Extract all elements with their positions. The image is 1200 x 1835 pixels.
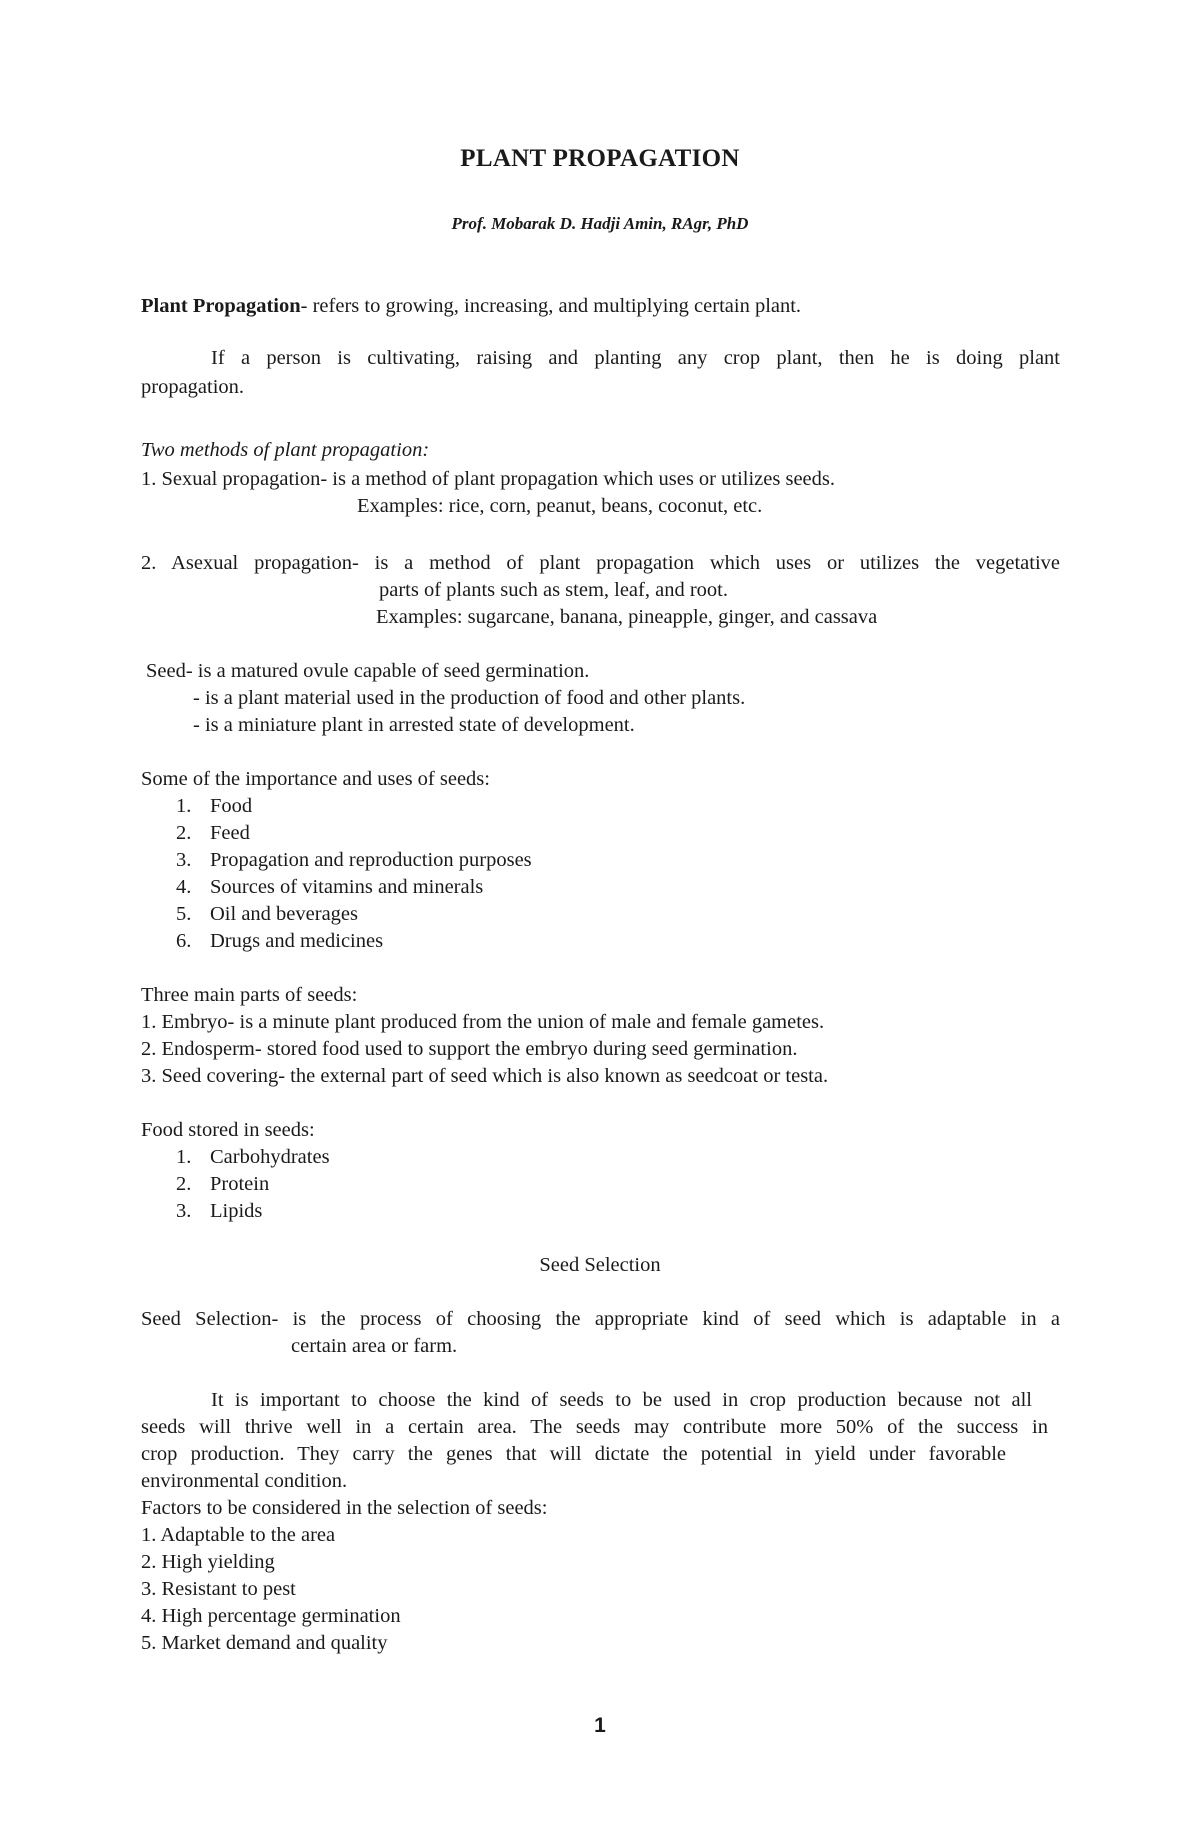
parts-item: 2. Endosperm- stored food used to support the embryo during seed germination. bbox=[141, 1038, 798, 1060]
factors-heading: Factors to be considered in the selection of seeds: bbox=[141, 1497, 548, 1519]
list-item-text: Carbohydrates bbox=[210, 1146, 330, 1168]
selection-definition-2: certain area or farm. bbox=[291, 1335, 458, 1357]
asexual-continuation: parts of plants such as stem, leaf, and root. bbox=[379, 579, 728, 601]
list-item-text: Protein bbox=[210, 1173, 270, 1195]
selection-paragraph-2: seeds will thrive well in a certain area. The seeds may contribute more 50% of the success in bbox=[141, 1416, 1048, 1438]
list-item-text: Food bbox=[210, 795, 253, 817]
list-item-number: 1. bbox=[176, 795, 192, 817]
list-item-number: 5. bbox=[176, 903, 192, 925]
sexual-examples: Examples: rice, corn, peanut, beans, coconut, etc. bbox=[357, 495, 763, 517]
asexual-examples: Examples: sugarcane, banana, pineapple, ginger, and cassava bbox=[376, 606, 878, 628]
seed-definition-2: - is a plant material used in the production of food and other plants. bbox=[193, 687, 746, 709]
list-item-text: Drugs and medicines bbox=[210, 930, 384, 952]
list-item-number: 6. bbox=[176, 930, 192, 952]
list-item-text: Feed bbox=[210, 822, 250, 844]
factor-item: 4. High percentage germination bbox=[141, 1605, 401, 1627]
page-title: PLANT PROPAGATION bbox=[460, 145, 740, 172]
list-item bbox=[176, 1199, 262, 1223]
factor-item: 5. Market demand and quality bbox=[141, 1632, 388, 1654]
list-item bbox=[176, 875, 483, 899]
asexual-propagation: 2. Asexual propagation- is a method of plant propagation which uses or utilizes the vegetative bbox=[141, 552, 1060, 574]
intro-line-1: If a person is cultivating, raising and planting any crop plant, then he is doing plant bbox=[211, 347, 1060, 369]
list-item bbox=[176, 794, 252, 818]
list-item-number: 2. bbox=[176, 1173, 192, 1195]
selection-paragraph-1: It is important to choose the kind of seeds to be used in crop production because not all bbox=[211, 1389, 1032, 1411]
selection-definition-1: Seed Selection- is the process of choosing the appropriate kind of seed which is adaptable in a bbox=[141, 1308, 1060, 1330]
food-heading: Food stored in seeds: bbox=[141, 1119, 315, 1141]
list-item-number: 1. bbox=[176, 1146, 192, 1168]
factor-item: 1. Adaptable to the area bbox=[141, 1524, 336, 1546]
methods-heading bbox=[141, 438, 429, 462]
section-heading: Seed Selection bbox=[539, 1254, 661, 1276]
parts-heading: Three main parts of seeds: bbox=[141, 984, 358, 1006]
factor-item: 3. Resistant to pest bbox=[141, 1578, 296, 1600]
page-number: 1 bbox=[594, 1714, 606, 1737]
sexual-propagation: 1. Sexual propagation- is a method of plant propagation which uses or utilizes seeds. bbox=[141, 468, 835, 490]
list-item bbox=[176, 821, 250, 845]
list-item-number: 3. bbox=[176, 1200, 192, 1222]
factor-item: 2. High yielding bbox=[141, 1551, 275, 1573]
list-item bbox=[176, 848, 532, 872]
list-item bbox=[176, 929, 383, 953]
intro-line-2: propagation. bbox=[141, 376, 245, 398]
definition-paragraph bbox=[141, 294, 801, 318]
methods-heading-text: Two methods of plant propagation: bbox=[141, 439, 430, 461]
parts-item: 1. Embryo- is a minute plant produced from the union of male and female gametes. bbox=[141, 1011, 825, 1033]
definition-term: Plant Propagation bbox=[141, 295, 301, 317]
list-item-text: Propagation and reproduction purposes bbox=[210, 849, 532, 871]
list-item bbox=[176, 1145, 330, 1169]
list-item-text: Oil and beverages bbox=[210, 903, 358, 925]
selection-paragraph-4: environmental condition. bbox=[141, 1470, 348, 1492]
definition-text: - refers to growing, increasing, and multiplying certain plant. bbox=[300, 295, 802, 317]
list-item-text: Lipids bbox=[210, 1200, 263, 1222]
list-item bbox=[176, 1172, 269, 1196]
list-item-number: 3. bbox=[176, 849, 192, 871]
list-item bbox=[176, 902, 358, 926]
parts-item: 3. Seed covering- the external part of seed which is also known as seedcoat or testa. bbox=[141, 1065, 829, 1087]
selection-paragraph-3: crop production. They carry the genes that will dictate the potential in yield under favorable bbox=[141, 1443, 1006, 1465]
list-item-number: 4. bbox=[176, 876, 192, 898]
author-line: Prof. Mobarak D. Hadji Amin, RAgr, PhD bbox=[451, 214, 749, 233]
list-item-text: Sources of vitamins and minerals bbox=[210, 876, 484, 898]
seed-definition-1: Seed- is a matured ovule capable of seed germination. bbox=[146, 660, 590, 682]
importance-heading: Some of the importance and uses of seeds: bbox=[141, 768, 490, 790]
seed-definition-3: - is a miniature plant in arrested state of development. bbox=[193, 714, 635, 736]
list-item-number: 2. bbox=[176, 822, 192, 844]
